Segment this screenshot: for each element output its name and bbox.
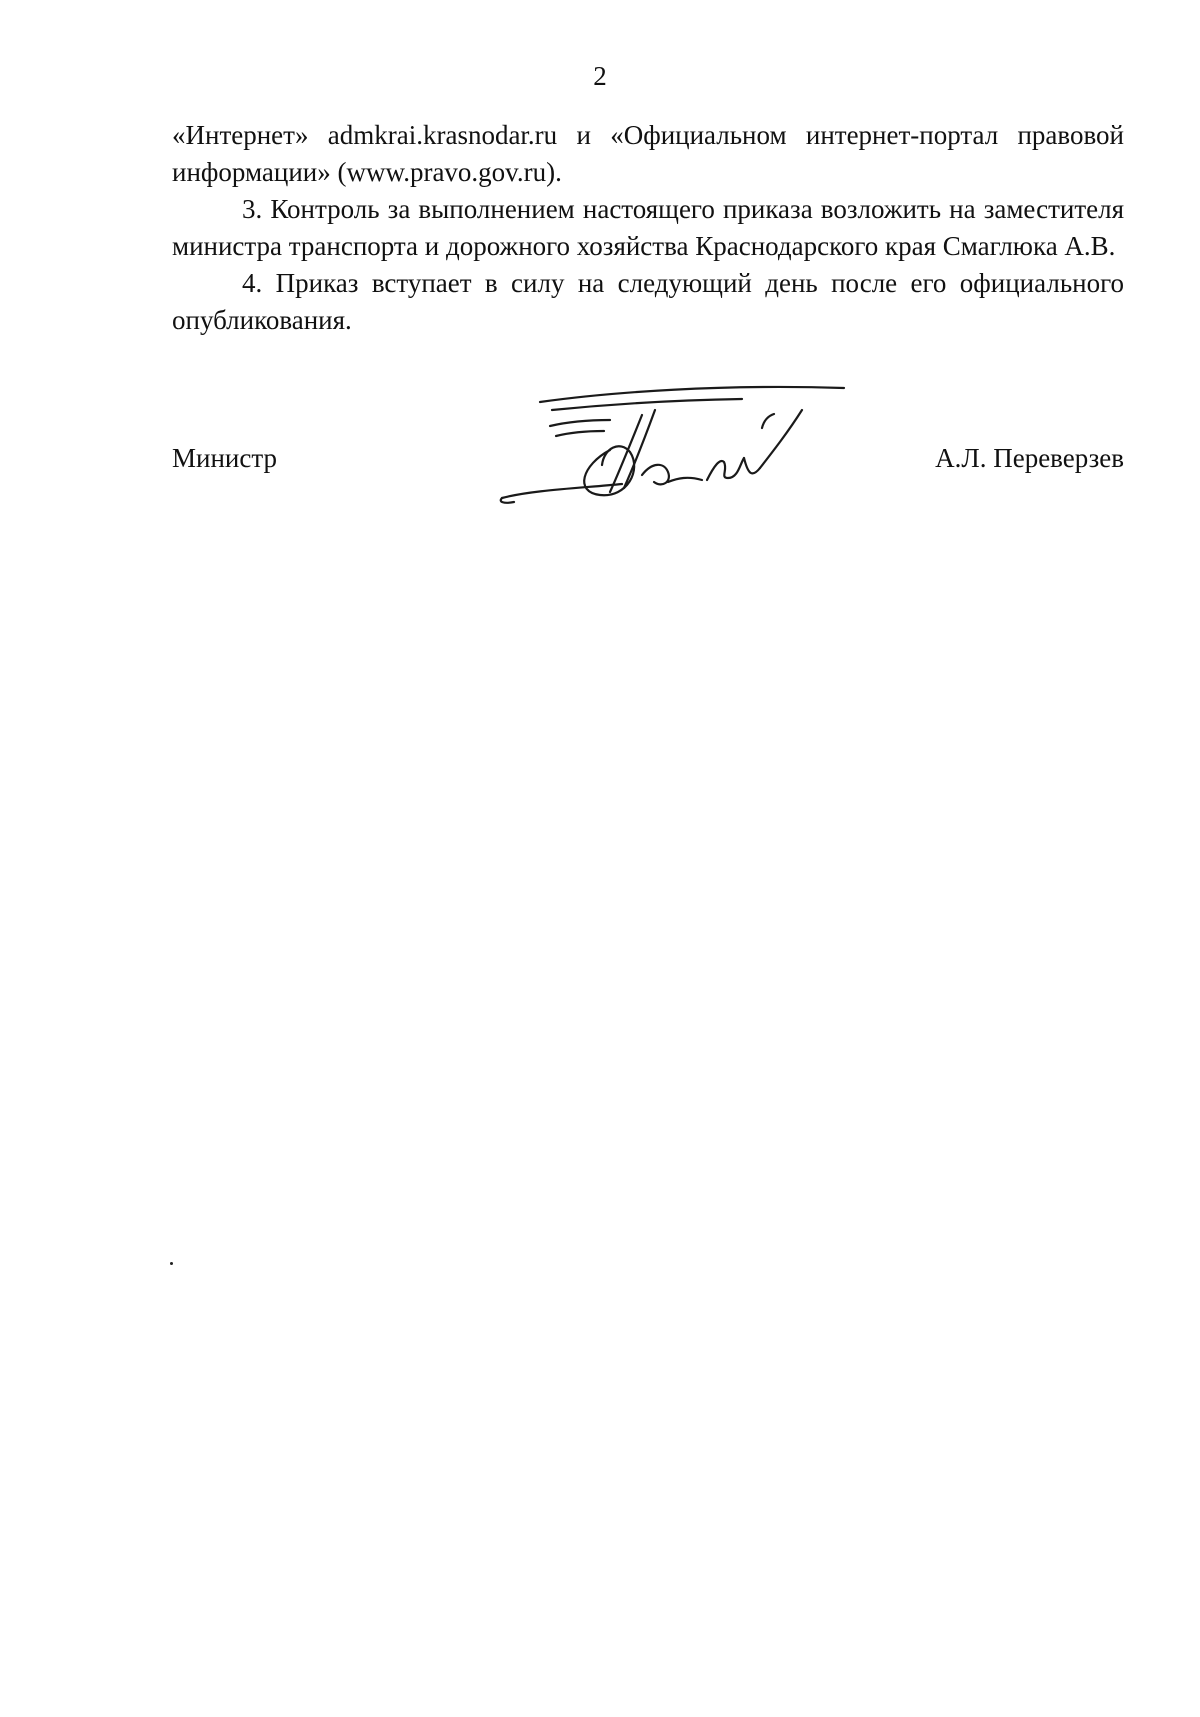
paragraph-item-3: 3. Контроль за выполнением настоящего приказа возложить на заместителя министра транспорта и дорожного хозяйства Краснодарского края Смаглюка А.В.	[172, 194, 1124, 261]
signer-name: А.Л. Переверзев	[935, 443, 1124, 473]
paragraph-item-4: 4. Приказ вступает в силу на следующий день после его официального опубликования.	[172, 268, 1124, 335]
document-body	[172, 117, 1124, 339]
handwritten-signature	[492, 370, 852, 505]
signature-block	[172, 380, 1124, 510]
signer-title: Министр	[172, 443, 277, 473]
scan-speck	[170, 1262, 173, 1265]
paragraph-continuation: «Интернет» admkrai.krasnodar.ru и «Официальном интернет-портал правовой информации» (www.pravo.gov.ru).	[172, 120, 1124, 187]
page-number: 2	[593, 61, 607, 91]
